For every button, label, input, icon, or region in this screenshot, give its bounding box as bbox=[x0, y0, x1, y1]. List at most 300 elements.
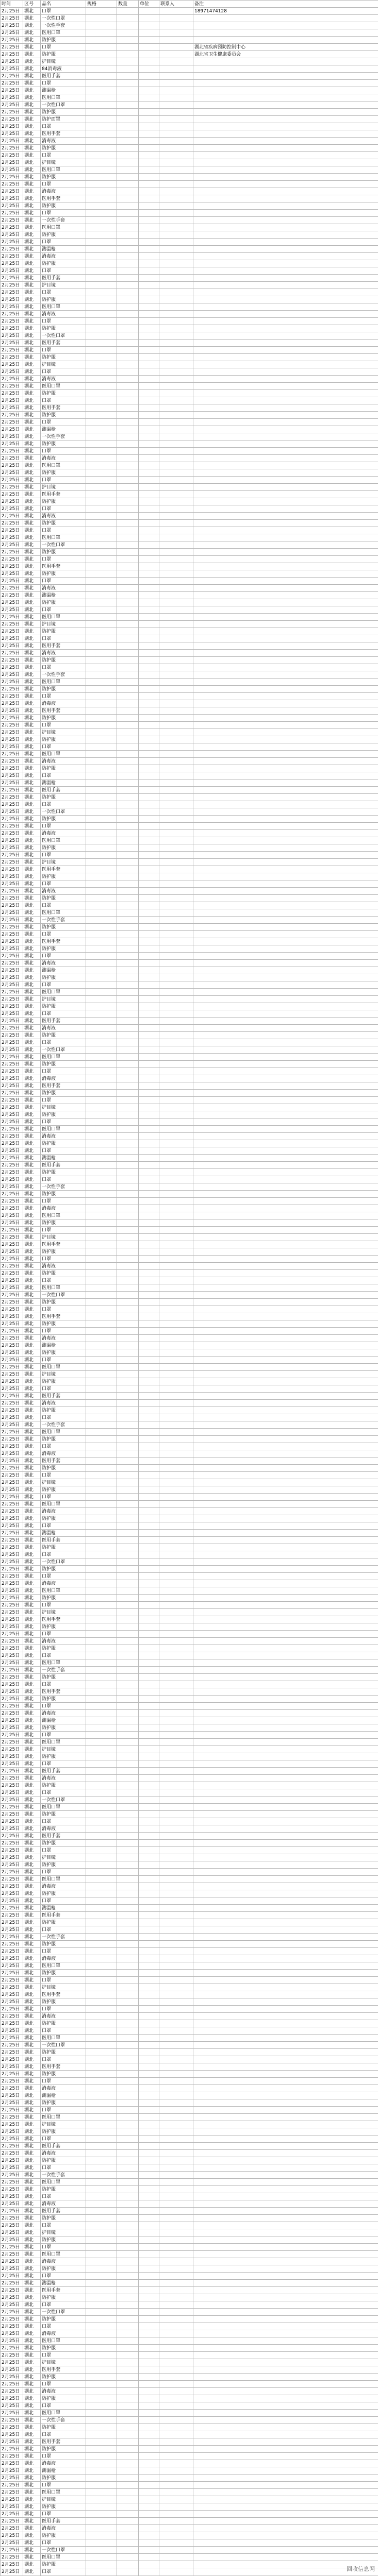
cell-item[interactable]: 防护服 bbox=[41, 1169, 86, 1176]
cell-date[interactable]: 2月25日 bbox=[1, 2092, 23, 2099]
table-row[interactable] bbox=[1, 1645, 378, 1652]
cell-note[interactable] bbox=[193, 1248, 378, 1256]
cell-spec[interactable] bbox=[86, 1825, 117, 1833]
cell-spec[interactable] bbox=[86, 311, 117, 318]
cell-note[interactable] bbox=[193, 2085, 378, 2092]
cell-item[interactable]: 口罩 bbox=[41, 80, 86, 87]
table-row[interactable] bbox=[1, 844, 378, 852]
cell-note[interactable] bbox=[193, 1833, 378, 1840]
cell-region[interactable]: 湖北 bbox=[23, 1522, 41, 1530]
cell-contact[interactable] bbox=[159, 1155, 193, 1162]
cell-contact[interactable] bbox=[159, 15, 193, 22]
cell-date[interactable]: 2月25日 bbox=[1, 606, 23, 614]
cell-region[interactable]: 湖北 bbox=[23, 2294, 41, 2301]
table-row[interactable] bbox=[1, 570, 378, 578]
cell-item[interactable]: 防护服 bbox=[41, 816, 86, 823]
cell-date[interactable]: 2月25日 bbox=[1, 614, 23, 621]
cell-note[interactable] bbox=[193, 2186, 378, 2193]
cell-region[interactable]: 湖北 bbox=[23, 628, 41, 635]
cell-qty[interactable] bbox=[117, 404, 139, 412]
cell-date[interactable]: 2月25日 bbox=[1, 1609, 23, 1616]
cell-note[interactable] bbox=[193, 15, 378, 22]
cell-item[interactable]: 口罩 bbox=[41, 2352, 86, 2359]
cell-region[interactable]: 湖北 bbox=[23, 1421, 41, 1429]
table-row[interactable] bbox=[1, 520, 378, 527]
cell-region[interactable]: 湖北 bbox=[23, 404, 41, 412]
cell-qty[interactable] bbox=[117, 1544, 139, 1551]
cell-region[interactable]: 湖北 bbox=[23, 2265, 41, 2273]
cell-spec[interactable] bbox=[86, 1328, 117, 1335]
cell-unit[interactable] bbox=[139, 2128, 159, 2136]
cell-spec[interactable] bbox=[86, 2114, 117, 2121]
cell-item[interactable]: 防护服 bbox=[41, 354, 86, 361]
cell-contact[interactable] bbox=[159, 1241, 193, 1248]
cell-unit[interactable] bbox=[139, 1046, 159, 1054]
cell-note[interactable] bbox=[193, 1284, 378, 1292]
cell-qty[interactable] bbox=[117, 1400, 139, 1407]
cell-unit[interactable] bbox=[139, 1522, 159, 1530]
cell-note[interactable] bbox=[193, 549, 378, 556]
cell-spec[interactable] bbox=[86, 1631, 117, 1638]
cell-region[interactable]: 湖北 bbox=[23, 606, 41, 614]
table-row[interactable] bbox=[1, 2265, 378, 2273]
cell-spec[interactable] bbox=[86, 1970, 117, 1977]
cell-region[interactable]: 湖北 bbox=[23, 866, 41, 873]
cell-note[interactable]: 18971474128 bbox=[193, 8, 378, 15]
cell-qty[interactable] bbox=[117, 2402, 139, 2410]
cell-qty[interactable] bbox=[117, 664, 139, 671]
cell-qty[interactable] bbox=[117, 2345, 139, 2352]
table-row[interactable] bbox=[1, 80, 378, 87]
cell-region[interactable]: 湖北 bbox=[23, 2222, 41, 2229]
cell-region[interactable]: 湖北 bbox=[23, 1010, 41, 1018]
cell-spec[interactable] bbox=[86, 779, 117, 787]
cell-qty[interactable] bbox=[117, 1861, 139, 1869]
table-row[interactable] bbox=[1, 1400, 378, 1407]
cell-spec[interactable] bbox=[86, 1696, 117, 1703]
cell-unit[interactable] bbox=[139, 491, 159, 498]
cell-region[interactable]: 湖北 bbox=[23, 2424, 41, 2431]
cell-note[interactable] bbox=[193, 888, 378, 895]
cell-item[interactable]: 一次性手套 bbox=[41, 1421, 86, 1429]
cell-region[interactable]: 湖北 bbox=[23, 332, 41, 340]
cell-item[interactable]: 防护服 bbox=[41, 1032, 86, 1039]
cell-item[interactable]: 口罩 bbox=[41, 1703, 86, 1710]
cell-region[interactable]: 湖北 bbox=[23, 715, 41, 722]
cell-region[interactable]: 湖北 bbox=[23, 224, 41, 231]
cell-note[interactable] bbox=[193, 174, 378, 181]
cell-qty[interactable] bbox=[117, 657, 139, 664]
cell-date[interactable]: 2月25日 bbox=[1, 1133, 23, 1140]
cell-date[interactable]: 2月25日 bbox=[1, 2236, 23, 2244]
cell-region[interactable]: 湖北 bbox=[23, 873, 41, 880]
cell-unit[interactable] bbox=[139, 1991, 159, 1998]
cell-item[interactable]: 防护服 bbox=[41, 1753, 86, 1760]
cell-contact[interactable] bbox=[159, 2554, 193, 2561]
cell-region[interactable]: 湖北 bbox=[23, 1602, 41, 1609]
cell-region[interactable]: 湖北 bbox=[23, 2417, 41, 2424]
cell-note[interactable] bbox=[193, 2417, 378, 2424]
cell-date[interactable]: 2月25日 bbox=[1, 1854, 23, 1861]
cell-date[interactable]: 2月25日 bbox=[1, 2229, 23, 2236]
cell-region[interactable]: 湖北 bbox=[23, 145, 41, 152]
cell-contact[interactable] bbox=[159, 282, 193, 289]
cell-note[interactable] bbox=[193, 1479, 378, 1486]
cell-contact[interactable] bbox=[159, 2511, 193, 2518]
cell-unit[interactable] bbox=[139, 1587, 159, 1595]
cell-region[interactable]: 湖北 bbox=[23, 1508, 41, 1515]
cell-item[interactable]: 口罩 bbox=[41, 1443, 86, 1450]
table-row[interactable] bbox=[1, 2092, 378, 2099]
cell-unit[interactable] bbox=[139, 1277, 159, 1284]
cell-unit[interactable] bbox=[139, 2049, 159, 2056]
cell-item[interactable]: 护目镜 bbox=[41, 621, 86, 628]
cell-contact[interactable] bbox=[159, 880, 193, 888]
cell-item[interactable]: 医用手套 bbox=[41, 1768, 86, 1775]
cell-qty[interactable] bbox=[117, 2006, 139, 2013]
cell-date[interactable]: 2月25日 bbox=[1, 953, 23, 960]
cell-unit[interactable] bbox=[139, 73, 159, 80]
cell-region[interactable]: 湖北 bbox=[23, 1897, 41, 1905]
cell-spec[interactable] bbox=[86, 664, 117, 671]
cell-unit[interactable] bbox=[139, 2568, 159, 2575]
table-row[interactable] bbox=[1, 1681, 378, 1688]
cell-unit[interactable] bbox=[139, 2489, 159, 2496]
table-row[interactable] bbox=[1, 1328, 378, 1335]
cell-region[interactable]: 湖北 bbox=[23, 246, 41, 253]
cell-item[interactable]: 口罩 bbox=[41, 8, 86, 15]
cell-item[interactable]: 消毒液 bbox=[41, 2085, 86, 2092]
cell-unit[interactable] bbox=[139, 2085, 159, 2092]
table-row[interactable] bbox=[1, 2056, 378, 2063]
cell-date[interactable]: 2月25日 bbox=[1, 621, 23, 628]
cell-region[interactable]: 湖北 bbox=[23, 2352, 41, 2359]
cell-date[interactable]: 2月25日 bbox=[1, 2482, 23, 2489]
cell-date[interactable]: 2月25日 bbox=[1, 318, 23, 325]
cell-qty[interactable] bbox=[117, 2410, 139, 2417]
cell-spec[interactable] bbox=[86, 22, 117, 29]
cell-item[interactable]: 防护服 bbox=[41, 260, 86, 267]
cell-qty[interactable] bbox=[117, 433, 139, 440]
cell-date[interactable]: 2月25日 bbox=[1, 37, 23, 44]
cell-unit[interactable] bbox=[139, 2424, 159, 2431]
cell-qty[interactable] bbox=[117, 123, 139, 130]
cell-unit[interactable] bbox=[139, 758, 159, 765]
cell-region[interactable]: 湖北 bbox=[23, 989, 41, 996]
cell-unit[interactable] bbox=[139, 1385, 159, 1393]
cell-item[interactable]: 口罩 bbox=[41, 1573, 86, 1580]
cell-region[interactable]: 湖北 bbox=[23, 195, 41, 202]
cell-region[interactable]: 湖北 bbox=[23, 419, 41, 426]
cell-spec[interactable] bbox=[86, 2258, 117, 2265]
cell-date[interactable]: 2月25日 bbox=[1, 1183, 23, 1191]
cell-contact[interactable] bbox=[159, 397, 193, 404]
cell-date[interactable]: 2月25日 bbox=[1, 1876, 23, 1883]
cell-spec[interactable] bbox=[86, 2395, 117, 2402]
cell-unit[interactable] bbox=[139, 1977, 159, 1984]
cell-region[interactable]: 湖北 bbox=[23, 1710, 41, 1717]
cell-unit[interactable] bbox=[139, 2453, 159, 2460]
cell-region[interactable]: 湖北 bbox=[23, 794, 41, 801]
table-row[interactable] bbox=[1, 1703, 378, 1710]
cell-contact[interactable] bbox=[159, 1234, 193, 1241]
table-row[interactable] bbox=[1, 1833, 378, 1840]
table-row[interactable] bbox=[1, 974, 378, 981]
table-row[interactable] bbox=[1, 94, 378, 101]
cell-spec[interactable] bbox=[86, 231, 117, 239]
cell-region[interactable]: 湖北 bbox=[23, 2337, 41, 2345]
cell-contact[interactable] bbox=[159, 2056, 193, 2063]
cell-spec[interactable] bbox=[86, 2301, 117, 2309]
cell-item[interactable]: 医用手套 bbox=[41, 1393, 86, 1400]
cell-date[interactable]: 2月25日 bbox=[1, 253, 23, 260]
cell-item[interactable]: 口罩 bbox=[41, 2136, 86, 2143]
table-row[interactable] bbox=[1, 87, 378, 94]
cell-note[interactable] bbox=[193, 1212, 378, 1219]
cell-spec[interactable] bbox=[86, 2006, 117, 2013]
cell-qty[interactable] bbox=[117, 650, 139, 657]
table-row[interactable] bbox=[1, 599, 378, 606]
cell-spec[interactable] bbox=[86, 679, 117, 686]
cell-item[interactable]: 防护服 bbox=[41, 686, 86, 693]
cell-unit[interactable] bbox=[139, 866, 159, 873]
cell-qty[interactable] bbox=[117, 628, 139, 635]
cell-unit[interactable] bbox=[139, 202, 159, 210]
cell-date[interactable]: 2月25日 bbox=[1, 246, 23, 253]
cell-note[interactable] bbox=[193, 1133, 378, 1140]
cell-unit[interactable] bbox=[139, 2294, 159, 2301]
cell-spec[interactable] bbox=[86, 1522, 117, 1530]
cell-qty[interactable] bbox=[117, 1104, 139, 1111]
cell-qty[interactable] bbox=[117, 606, 139, 614]
cell-date[interactable]: 2月25日 bbox=[1, 2294, 23, 2301]
cell-note[interactable] bbox=[193, 541, 378, 549]
cell-item[interactable]: 防护服 bbox=[41, 1320, 86, 1328]
cell-unit[interactable] bbox=[139, 267, 159, 275]
cell-note[interactable] bbox=[193, 614, 378, 621]
cell-note[interactable] bbox=[193, 239, 378, 246]
cell-unit[interactable] bbox=[139, 1227, 159, 1234]
cell-qty[interactable] bbox=[117, 1292, 139, 1299]
table-row[interactable] bbox=[1, 2229, 378, 2236]
cell-unit[interactable] bbox=[139, 174, 159, 181]
cell-item[interactable]: 口罩 bbox=[41, 1818, 86, 1825]
cell-unit[interactable] bbox=[139, 2316, 159, 2323]
table-row[interactable] bbox=[1, 1263, 378, 1270]
cell-date[interactable]: 2月25日 bbox=[1, 2388, 23, 2395]
cell-region[interactable]: 湖北 bbox=[23, 2410, 41, 2417]
cell-contact[interactable] bbox=[159, 1638, 193, 1645]
cell-unit[interactable] bbox=[139, 707, 159, 715]
cell-unit[interactable] bbox=[139, 1544, 159, 1551]
cell-note[interactable] bbox=[193, 895, 378, 902]
cell-date[interactable]: 2月25日 bbox=[1, 1926, 23, 1934]
table-row[interactable] bbox=[1, 484, 378, 491]
cell-item[interactable]: 防护服 bbox=[41, 1465, 86, 1472]
cell-item[interactable]: 口罩 bbox=[41, 1414, 86, 1421]
cell-qty[interactable] bbox=[117, 1443, 139, 1450]
cell-note[interactable] bbox=[193, 1869, 378, 1876]
cell-unit[interactable] bbox=[139, 376, 159, 383]
cell-item[interactable]: 防护服 bbox=[41, 2503, 86, 2511]
cell-region[interactable]: 湖北 bbox=[23, 1371, 41, 1378]
table-row[interactable] bbox=[1, 2323, 378, 2330]
cell-qty[interactable] bbox=[117, 1010, 139, 1018]
cell-note[interactable] bbox=[193, 931, 378, 938]
cell-qty[interactable] bbox=[117, 1320, 139, 1328]
cell-region[interactable]: 湖北 bbox=[23, 1292, 41, 1299]
cell-contact[interactable] bbox=[159, 2402, 193, 2410]
cell-item[interactable]: 防护服 bbox=[41, 895, 86, 902]
table-row[interactable] bbox=[1, 368, 378, 376]
cell-contact[interactable] bbox=[159, 2359, 193, 2366]
cell-note[interactable] bbox=[193, 289, 378, 296]
cell-date[interactable]: 2月25日 bbox=[1, 289, 23, 296]
cell-note[interactable] bbox=[193, 1465, 378, 1472]
table-row[interactable] bbox=[1, 303, 378, 311]
table-row[interactable] bbox=[1, 2042, 378, 2049]
cell-date[interactable]: 2月25日 bbox=[1, 1739, 23, 1746]
cell-spec[interactable] bbox=[86, 2056, 117, 2063]
cell-qty[interactable] bbox=[117, 145, 139, 152]
cell-contact[interactable] bbox=[159, 1955, 193, 1962]
cell-item[interactable]: 消毒液 bbox=[41, 2388, 86, 2395]
table-row[interactable] bbox=[1, 2107, 378, 2114]
table-row[interactable] bbox=[1, 1277, 378, 1284]
cell-contact[interactable] bbox=[159, 794, 193, 801]
cell-date[interactable]: 2月25日 bbox=[1, 2410, 23, 2417]
cell-qty[interactable] bbox=[117, 217, 139, 224]
cell-unit[interactable] bbox=[139, 1797, 159, 1804]
cell-date[interactable]: 2月25日 bbox=[1, 1032, 23, 1039]
cell-unit[interactable] bbox=[139, 1162, 159, 1169]
cell-date[interactable]: 2月25日 bbox=[1, 1342, 23, 1349]
cell-spec[interactable] bbox=[86, 1090, 117, 1097]
cell-item[interactable]: 医用口罩 bbox=[41, 1876, 86, 1883]
cell-date[interactable]: 2月25日 bbox=[1, 707, 23, 715]
cell-spec[interactable] bbox=[86, 1046, 117, 1054]
cell-qty[interactable] bbox=[117, 2554, 139, 2561]
cell-note[interactable] bbox=[193, 1962, 378, 1970]
table-row[interactable] bbox=[1, 1032, 378, 1039]
table-row[interactable] bbox=[1, 2215, 378, 2222]
cell-contact[interactable] bbox=[159, 2273, 193, 2280]
cell-contact[interactable] bbox=[159, 534, 193, 541]
table-row[interactable] bbox=[1, 448, 378, 455]
cell-date[interactable]: 2月25日 bbox=[1, 347, 23, 354]
cell-region[interactable]: 湖北 bbox=[23, 1219, 41, 1227]
cell-date[interactable]: 2月25日 bbox=[1, 2186, 23, 2193]
cell-note[interactable] bbox=[193, 1631, 378, 1638]
cell-note[interactable] bbox=[193, 1587, 378, 1595]
cell-note[interactable] bbox=[193, 1912, 378, 1919]
cell-unit[interactable] bbox=[139, 2056, 159, 2063]
cell-region[interactable]: 湖北 bbox=[23, 2027, 41, 2035]
cell-note[interactable] bbox=[193, 758, 378, 765]
cell-region[interactable]: 湖北 bbox=[23, 477, 41, 484]
cell-date[interactable]: 2月25日 bbox=[1, 2193, 23, 2200]
cell-date[interactable]: 2月25日 bbox=[1, 1696, 23, 1703]
cell-date[interactable]: 2月25日 bbox=[1, 2446, 23, 2453]
cell-unit[interactable] bbox=[139, 311, 159, 318]
table-row[interactable] bbox=[1, 657, 378, 664]
cell-region[interactable]: 湖北 bbox=[23, 101, 41, 109]
cell-unit[interactable] bbox=[139, 1219, 159, 1227]
cell-qty[interactable] bbox=[117, 1494, 139, 1501]
cell-contact[interactable] bbox=[159, 1248, 193, 1256]
cell-region[interactable]: 湖北 bbox=[23, 801, 41, 808]
cell-contact[interactable] bbox=[159, 2020, 193, 2027]
cell-region[interactable]: 湖北 bbox=[23, 2236, 41, 2244]
cell-contact[interactable] bbox=[159, 181, 193, 188]
cell-contact[interactable] bbox=[159, 65, 193, 73]
cell-date[interactable]: 2月25日 bbox=[1, 412, 23, 419]
cell-note[interactable] bbox=[193, 1558, 378, 1566]
cell-item[interactable]: 医用手套 bbox=[41, 1991, 86, 1998]
cell-spec[interactable] bbox=[86, 1753, 117, 1760]
cell-spec[interactable] bbox=[86, 2475, 117, 2482]
cell-region[interactable]: 湖北 bbox=[23, 1724, 41, 1732]
cell-contact[interactable] bbox=[159, 289, 193, 296]
cell-region[interactable]: 湖北 bbox=[23, 2280, 41, 2287]
cell-region[interactable]: 湖北 bbox=[23, 1097, 41, 1104]
cell-qty[interactable] bbox=[117, 953, 139, 960]
cell-date[interactable]: 2月25日 bbox=[1, 1162, 23, 1169]
cell-contact[interactable] bbox=[159, 2323, 193, 2330]
cell-qty[interactable] bbox=[117, 1155, 139, 1162]
cell-date[interactable]: 2月25日 bbox=[1, 931, 23, 938]
table-row[interactable] bbox=[1, 1674, 378, 1681]
cell-note[interactable] bbox=[193, 311, 378, 318]
cell-date[interactable]: 2月25日 bbox=[1, 1883, 23, 1890]
cell-note[interactable] bbox=[193, 1883, 378, 1890]
cell-contact[interactable] bbox=[159, 1941, 193, 1948]
cell-item[interactable]: 口罩 bbox=[41, 1097, 86, 1104]
cell-spec[interactable] bbox=[86, 1977, 117, 1984]
cell-region[interactable]: 湖北 bbox=[23, 578, 41, 585]
cell-note[interactable] bbox=[193, 159, 378, 166]
cell-spec[interactable] bbox=[86, 1998, 117, 2006]
cell-contact[interactable] bbox=[159, 123, 193, 130]
cell-contact[interactable] bbox=[159, 2381, 193, 2388]
cell-qty[interactable] bbox=[117, 1955, 139, 1962]
cell-contact[interactable] bbox=[159, 1320, 193, 1328]
cell-spec[interactable] bbox=[86, 325, 117, 332]
cell-unit[interactable] bbox=[139, 282, 159, 289]
cell-qty[interactable] bbox=[117, 1919, 139, 1926]
cell-item[interactable]: 护目镜 bbox=[41, 282, 86, 289]
cell-contact[interactable] bbox=[159, 1847, 193, 1854]
cell-note[interactable] bbox=[193, 1299, 378, 1306]
cell-spec[interactable] bbox=[86, 1241, 117, 1248]
cell-qty[interactable] bbox=[117, 426, 139, 433]
cell-note[interactable]: 湖北省疾病预防控制中心 bbox=[193, 44, 378, 51]
cell-unit[interactable] bbox=[139, 635, 159, 642]
cell-region[interactable]: 湖北 bbox=[23, 2157, 41, 2164]
table-row[interactable] bbox=[1, 1313, 378, 1320]
cell-contact[interactable] bbox=[159, 275, 193, 282]
cell-contact[interactable] bbox=[159, 679, 193, 686]
cell-qty[interactable] bbox=[117, 729, 139, 736]
cell-note[interactable] bbox=[193, 477, 378, 484]
cell-spec[interactable] bbox=[86, 693, 117, 700]
cell-contact[interactable] bbox=[159, 2446, 193, 2453]
cell-region[interactable]: 湖北 bbox=[23, 1169, 41, 1176]
cell-date[interactable]: 2月25日 bbox=[1, 15, 23, 22]
cell-item[interactable]: 消毒液 bbox=[41, 1710, 86, 1717]
cell-note[interactable] bbox=[193, 606, 378, 614]
table-row[interactable] bbox=[1, 44, 378, 51]
